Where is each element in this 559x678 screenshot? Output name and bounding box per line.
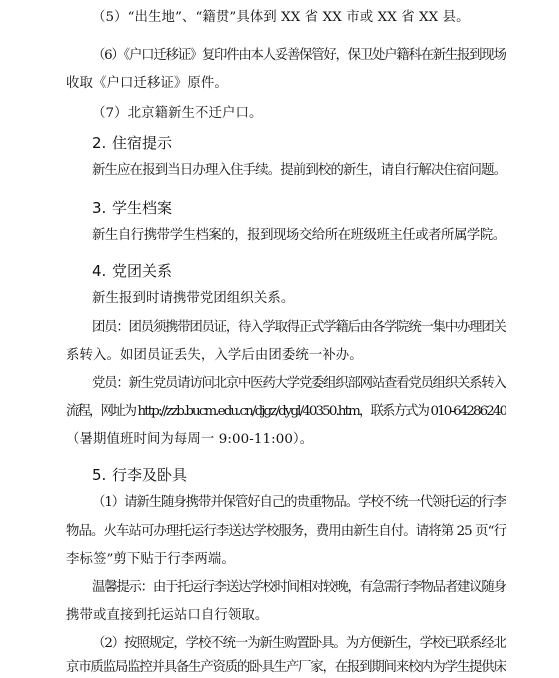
item-7: （7）北京籍新生不迁户口。 bbox=[92, 106, 263, 121]
party-member-line-1: 党员：新生党员请访问北京中医药大学党委组织部网站查看党员组织关系转入 bbox=[92, 376, 506, 391]
heading-housing bbox=[92, 132, 172, 154]
tip-line-2: 携带或直接到托运站口自行领取。 bbox=[66, 608, 269, 623]
party-member-line-3: （暑期值班时间为每周一 9:00-11:00）。 bbox=[66, 432, 314, 447]
item-5: （5）“出生地”、“籍贯”具体到 XX 省 XX 市或 XX 省 XX 县。 bbox=[92, 10, 470, 25]
archive-paragraph: 新生自行携带学生档案的，报到现场交给所在班级班主任或者所属学院。 bbox=[92, 228, 506, 243]
item-6-line-2: 收取《户口迁移证》原件。 bbox=[66, 76, 228, 91]
heading-party-league bbox=[92, 260, 172, 282]
luggage-item-1-line-1: （1）请新生随身携带并保管好自己的贵重物品。学校不统一代领托运的行李 bbox=[92, 495, 506, 510]
heading-number: 3. bbox=[92, 199, 107, 217]
league-member-line-2: 系转入。如团员证丢失，入学后由团委统一补办。 bbox=[66, 348, 363, 363]
tip-line-1: 温馨提示：由于托运行李送达学校时间相对较晚，有急需行李物品者建议随身 bbox=[92, 580, 506, 595]
heading-student-archive bbox=[92, 197, 172, 219]
league-member-line-1: 团员：团员须携带团员证，待入学取得正式学籍后由各学院统一集中办理团关 bbox=[92, 320, 506, 335]
heading-number: 5. bbox=[92, 466, 107, 484]
heading-title: 住宿提示 bbox=[112, 134, 173, 152]
party-paragraph: 新生报到时请携带党团组织关系。 bbox=[92, 291, 295, 306]
luggage-item-1-line-2: 物品。火车站可办理托运行李送达学校服务，费用由新生自付。请将第 25 页“行 bbox=[66, 524, 506, 539]
bedding-item-2-line-2: 京市质监局监控并具备生产资质的卧具生产厂家，在报到期间来校内为学生提供床 bbox=[66, 660, 506, 675]
bedding-item-2-line-1: （2）按照规定，学校不统一为新生购置卧具。为方便新生，学校已联系经北 bbox=[92, 636, 506, 651]
heading-title: 学生档案 bbox=[112, 199, 173, 217]
item-6-line-1: （6）《户口迁移证》复印件由本人妥善保管好，保卫处户籍科在新生报到现场 bbox=[92, 48, 506, 63]
heading-number: 2. bbox=[92, 134, 107, 152]
luggage-item-1-line-3: 李标签”剪下贴于行李两端。 bbox=[66, 552, 235, 567]
party-member-line-2: 流程，网址为 http://zzb.bucm.edu.cn/djgz/dygl/40350.htm，联系方式为 010-64286240 bbox=[66, 404, 506, 419]
housing-paragraph: 新生应在报到当日办理入住手续。提前到校的新生，请自行解决住宿问题。 bbox=[92, 163, 506, 178]
heading-luggage-bedding bbox=[92, 464, 187, 486]
heading-title: 行李及卧具 bbox=[112, 466, 188, 484]
heading-number: 4. bbox=[92, 262, 107, 280]
heading-title: 党团关系 bbox=[112, 262, 173, 280]
